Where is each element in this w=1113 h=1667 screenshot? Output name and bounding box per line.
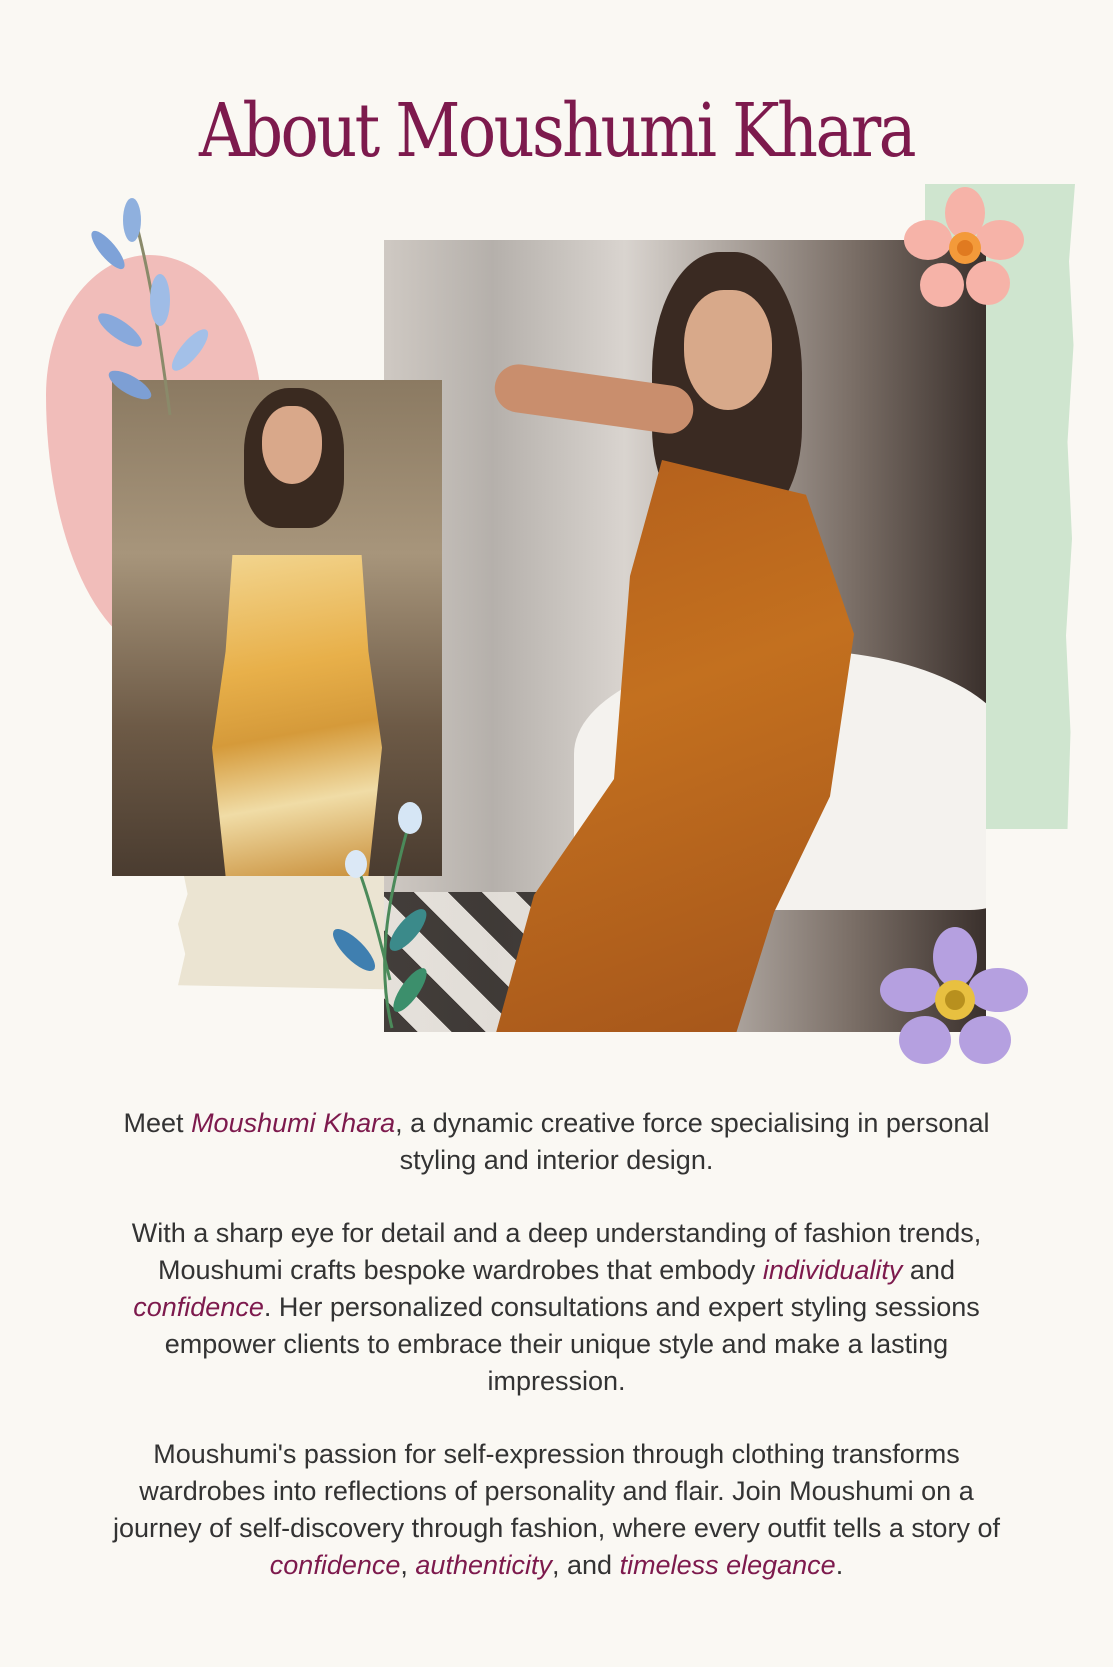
main-portrait-photo	[384, 240, 986, 1032]
bio-paragraph-passion: Moushumi's passion for self-expression through clothing transforms wardrobes into reflections of personality and flair. Join Moushumi on a journey of self-discovery through fashion, where every outfit tells a story of confidence, authenticity, and timeless elegance.	[113, 1439, 1000, 1580]
tulip-sprig-icon	[330, 800, 440, 1030]
highlight-individuality: individuality	[762, 1255, 903, 1285]
highlight-timeless-elegance: timeless elegance	[619, 1550, 836, 1580]
page-title: About Moushumi Khara	[198, 88, 915, 174]
highlight-confidence: confidence	[133, 1292, 264, 1322]
name-highlight: Moushumi Khara	[191, 1108, 396, 1138]
orange-dress	[494, 460, 894, 1032]
blue-leaf-sprig-icon	[90, 190, 220, 420]
highlight-confidence-2: confidence	[269, 1550, 401, 1580]
bio-paragraph-intro: Meet Moushumi Khara, a dynamic creative force specialising in personal styling and interior design.	[123, 1108, 990, 1175]
pink-flower-icon	[900, 185, 1030, 315]
highlight-authenticity: authenticity	[415, 1550, 552, 1580]
bio-section	[100, 1105, 1013, 1620]
purple-flower-icon	[880, 925, 1030, 1075]
bio-paragraph-styling: With a sharp eye for detail and a deep understanding of fashion trends, Moushumi crafts bespoke wardrobes that embody individuality and confidence. Her personalized consultations and expert styling sessions empower clients to embrace their unique style and make a lasting impression.	[131, 1218, 982, 1396]
